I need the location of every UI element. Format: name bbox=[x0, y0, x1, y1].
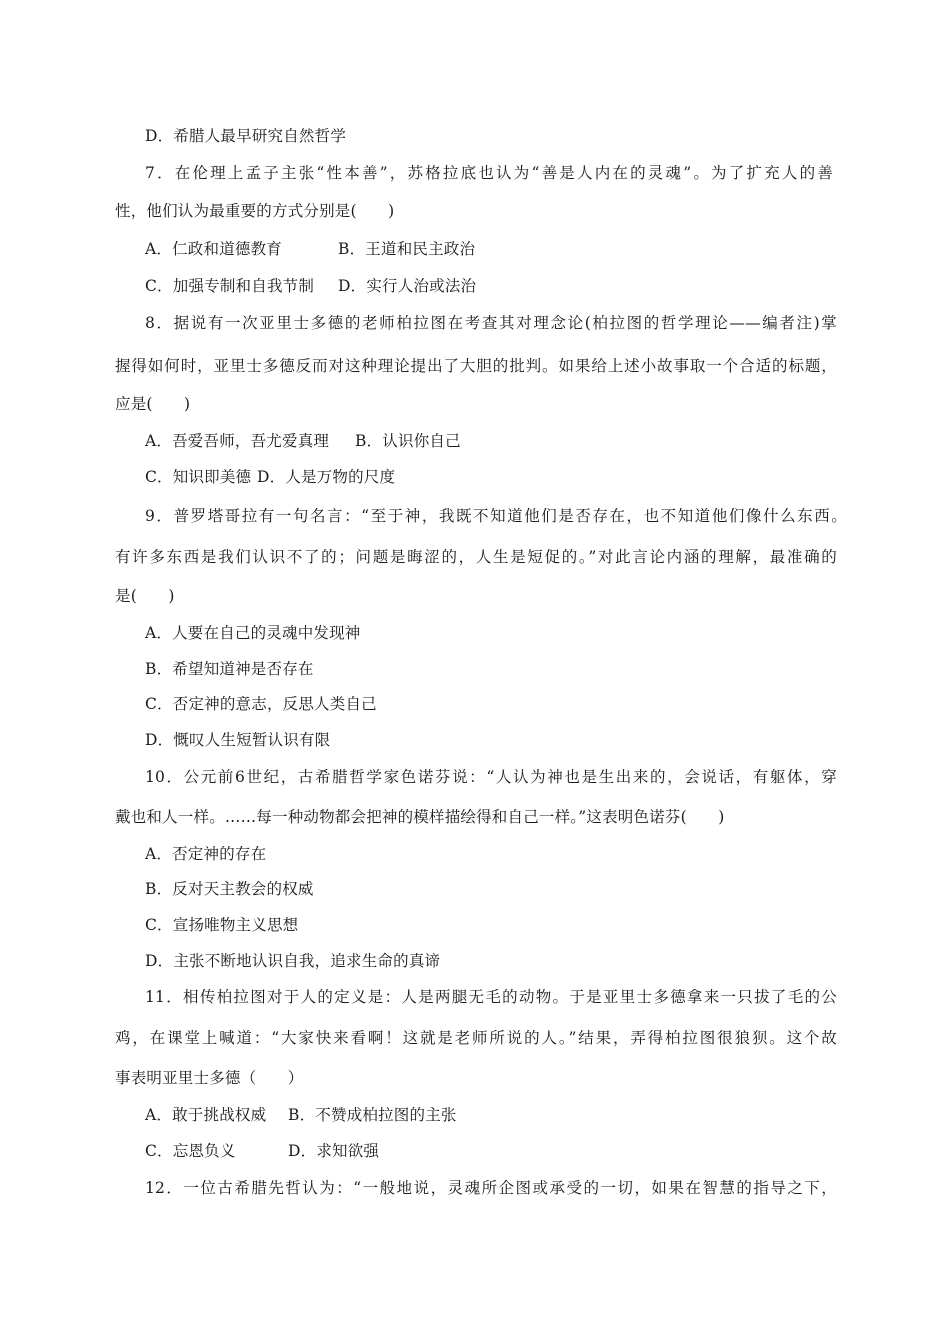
q9-stem-line-2: 有许多东西是我们认识不了的；问题是晦涩的，人生是短促的。”对此言论内涵的理解，最准确的 bbox=[115, 548, 837, 566]
q7-options-cd bbox=[145, 275, 476, 297]
q11-stem-line-3: 事表明亚里士多德（ ） bbox=[115, 1069, 304, 1087]
q8-stem-line-3: 应是( ) bbox=[115, 395, 191, 413]
q11-option-a: A．敢于挑战权威 bbox=[145, 1106, 267, 1124]
q6-option-d: D．希腊人最早研究自然哲学 bbox=[145, 127, 347, 145]
q8-option-d: D．人是万物的尺度 bbox=[257, 468, 396, 486]
q8-options-ab bbox=[145, 430, 461, 452]
q7-options-ab bbox=[145, 238, 475, 260]
q10-stem-line-2: 戴也和人一样。……每一种动物都会把神的模样描绘得和自己一样。”这表明色诺芬( ) bbox=[115, 808, 725, 826]
q10-stem-line-1: 10．公元前6世纪，古希腊哲学家色诺芬说：“人认为神也是生出来的，会说话，有躯体，穿 bbox=[145, 768, 837, 786]
q11-stem-line-2: 鸡，在课堂上喊道：“大家快来看啊！这就是老师所说的人。”结果，弄得柏拉图很狼狈。这个故 bbox=[115, 1029, 837, 1047]
q8-option-b: B．认识你自己 bbox=[355, 432, 461, 450]
q10-option-a: A．否定神的存在 bbox=[145, 845, 267, 863]
q12-stem-line-1: 12．一位古希腊先哲认为：“一般地说，灵魂所企图或承受的一切，如果在智慧的指导之下， bbox=[145, 1179, 837, 1197]
q8-stem-line-1: 8．据说有一次亚里士多德的老师柏拉图在考查其对理念论(柏拉图的哲学理论——编者注)掌 bbox=[145, 314, 837, 332]
q11-options-cd bbox=[145, 1140, 379, 1162]
q10-option-c: C．宣扬唯物主义思想 bbox=[145, 916, 299, 934]
q8-option-a: A．吾爱吾师，吾尤爱真理 bbox=[145, 432, 330, 450]
q7-option-a: A．仁政和道德教育 bbox=[145, 240, 282, 258]
q11-option-d: D．求知欲强 bbox=[288, 1142, 380, 1160]
q7-option-b: B．王道和民主政治 bbox=[338, 240, 476, 258]
q7-option-d: D．实行人治或法治 bbox=[338, 277, 477, 295]
q8-option-c: C．知识即美德 bbox=[145, 468, 252, 486]
q10-option-d: D．主张不断地认识自我，追求生命的真谛 bbox=[145, 952, 441, 970]
q7-option-c: C．加强专制和自我节制 bbox=[145, 277, 315, 295]
q11-stem-line-1: 11．相传柏拉图对于人的定义是：人是两腿无毛的动物。于是亚里士多德拿来一只拔了毛的公 bbox=[145, 988, 837, 1006]
q11-options-ab bbox=[145, 1104, 457, 1126]
q10-option-b: B．反对天主教会的权威 bbox=[145, 880, 314, 898]
q9-option-b: B．希望知道神是否存在 bbox=[145, 660, 314, 678]
q9-stem-line-3: 是( ) bbox=[115, 587, 175, 605]
q11-option-c: C．忘恩负义 bbox=[145, 1142, 236, 1160]
q9-option-c: C．否定神的意志，反思人类自己 bbox=[145, 695, 377, 713]
q9-option-a: A．人要在自己的灵魂中发现神 bbox=[145, 624, 361, 642]
q7-stem-line-2: 性，他们认为最重要的方式分别是( ) bbox=[115, 202, 395, 220]
q8-options-cd bbox=[145, 466, 395, 488]
q9-option-d: D．慨叹人生短暂认识有限 bbox=[145, 731, 331, 749]
q11-option-b: B．不赞成柏拉图的主张 bbox=[288, 1106, 457, 1124]
q8-stem-line-2: 握得如何时，亚里士多德反而对这种理论提出了大胆的批判。如果给上述小故事取一个合适的标题， bbox=[115, 357, 837, 375]
q7-stem-line-1: 7．在伦理上孟子主张“性本善”，苏格拉底也认为“善是人内在的灵魂”。为了扩充人的善 bbox=[145, 164, 833, 182]
q9-stem-line-1: 9．普罗塔哥拉有一句名言：“至于神，我既不知道他们是否存在，也不知道他们像什么东西。 bbox=[145, 507, 847, 525]
